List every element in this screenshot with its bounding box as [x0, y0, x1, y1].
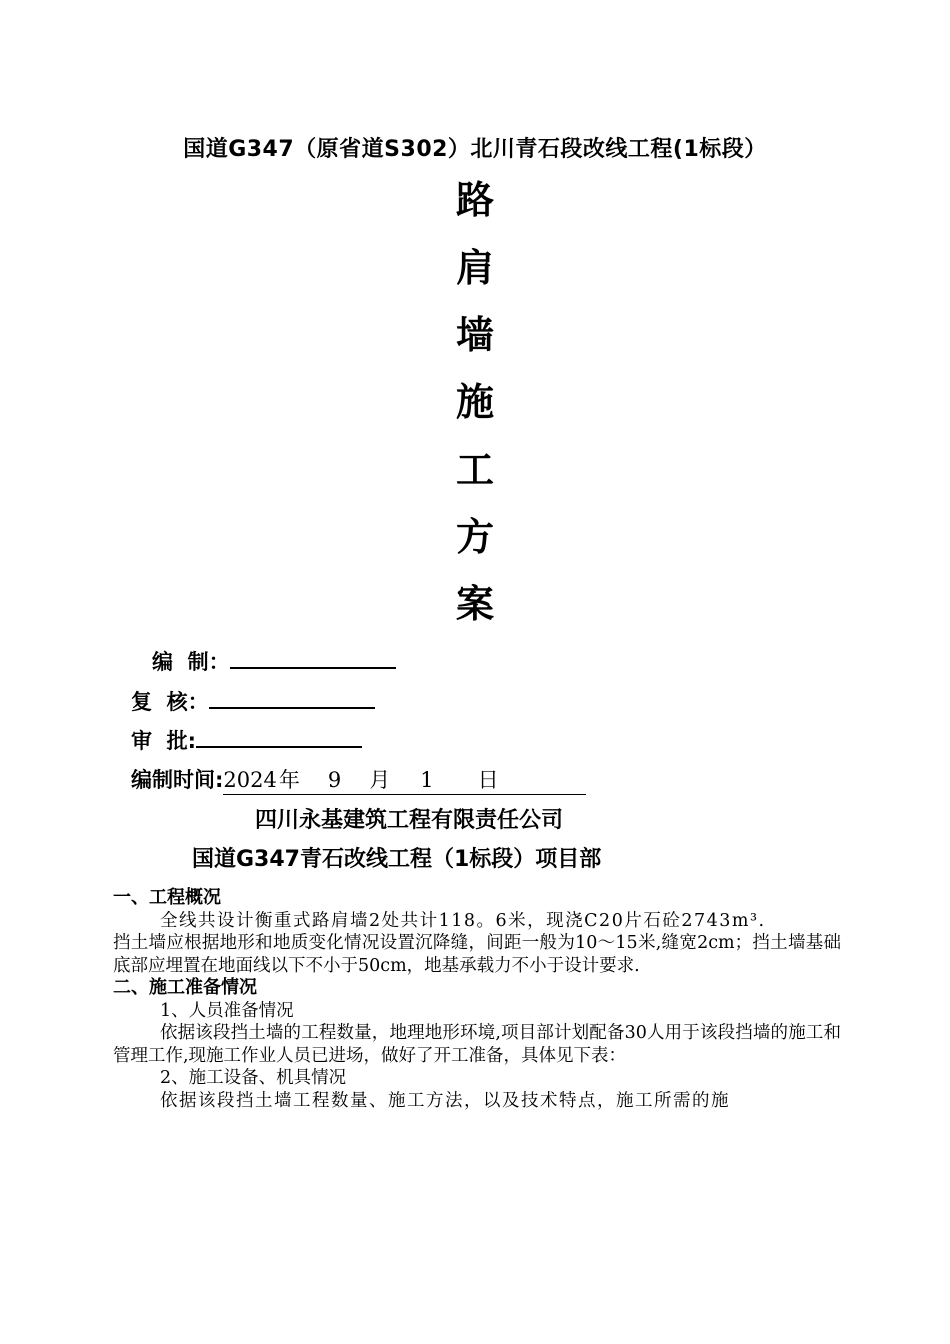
compiled-by-signature-line	[230, 645, 396, 669]
compile-year: 2024	[223, 768, 277, 792]
compile-day: 1	[420, 768, 434, 792]
personnel-paragraph: 依据该段挡土墙的工程数量，地理地形环境,项目部计划配备30人用于该段挡墙的施工和管理工作,现施工作业人员已进场，做好了开工准备，具体见下表：	[113, 1023, 841, 1066]
overview-paragraph-1: 全线共设计衡重式路肩墙2处共计118。6米，现浇C20片石砼2743m³.	[160, 910, 766, 931]
doc-title-char-5: 工	[455, 448, 494, 492]
doc-title-char-7: 案	[455, 582, 494, 626]
doc-title-char-1: 路	[455, 178, 494, 222]
compiled-by-label: 编 制：	[152, 650, 230, 674]
approved-by-row	[131, 724, 362, 755]
reviewed-by-row	[131, 685, 375, 716]
doc-title-char-3: 墙	[455, 313, 494, 357]
section-heading-overview: 一、工程概况	[113, 887, 221, 908]
project-department: 国道G347青石改线工程（1标段）项目部	[192, 847, 602, 872]
compile-day-unit: 日	[477, 768, 499, 792]
company-name: 四川永基建筑工程有限责任公司	[255, 808, 564, 833]
doc-title-char-4: 施	[455, 380, 494, 424]
compiled-by-row	[152, 645, 396, 676]
approved-by-signature-line	[196, 724, 362, 748]
compile-date	[223, 764, 586, 795]
reviewed-by-label: 复 核：	[131, 690, 209, 714]
doc-title-char-2: 肩	[455, 246, 494, 290]
subsection-personnel: 1、人员准备情况	[160, 1000, 294, 1021]
compile-year-unit: 年	[278, 768, 300, 792]
body-content	[113, 887, 841, 1112]
compile-month-unit: 月	[369, 768, 391, 792]
compile-time-label: 编制时间:	[131, 768, 224, 792]
overview-paragraph-2: 挡土墙应根据地形和地质变化情况设置沉降缝，间距一般为10～15米,缝宽2cm；挡土墙基础底部应埋置在地面线以下不小于50cm，地基承载力不小于设计要求.	[113, 933, 841, 976]
equipment-paragraph: 依据该段挡土墙工程数量、施工方法，以及技术特点，施工所需的施	[160, 1090, 730, 1111]
subsection-equipment: 2、施工设备、机具情况	[160, 1068, 347, 1088]
reviewed-by-signature-line	[209, 685, 375, 709]
project-title: 国道G347（原省道S302）北川青石段改线工程(1标段）	[183, 137, 767, 162]
section-heading-preparation: 二、施工准备情况	[113, 977, 257, 998]
approved-by-label: 审 批:	[131, 729, 197, 753]
compile-month: 9	[327, 768, 342, 792]
doc-title-char-6: 方	[455, 515, 494, 559]
compile-time-row	[131, 764, 586, 795]
